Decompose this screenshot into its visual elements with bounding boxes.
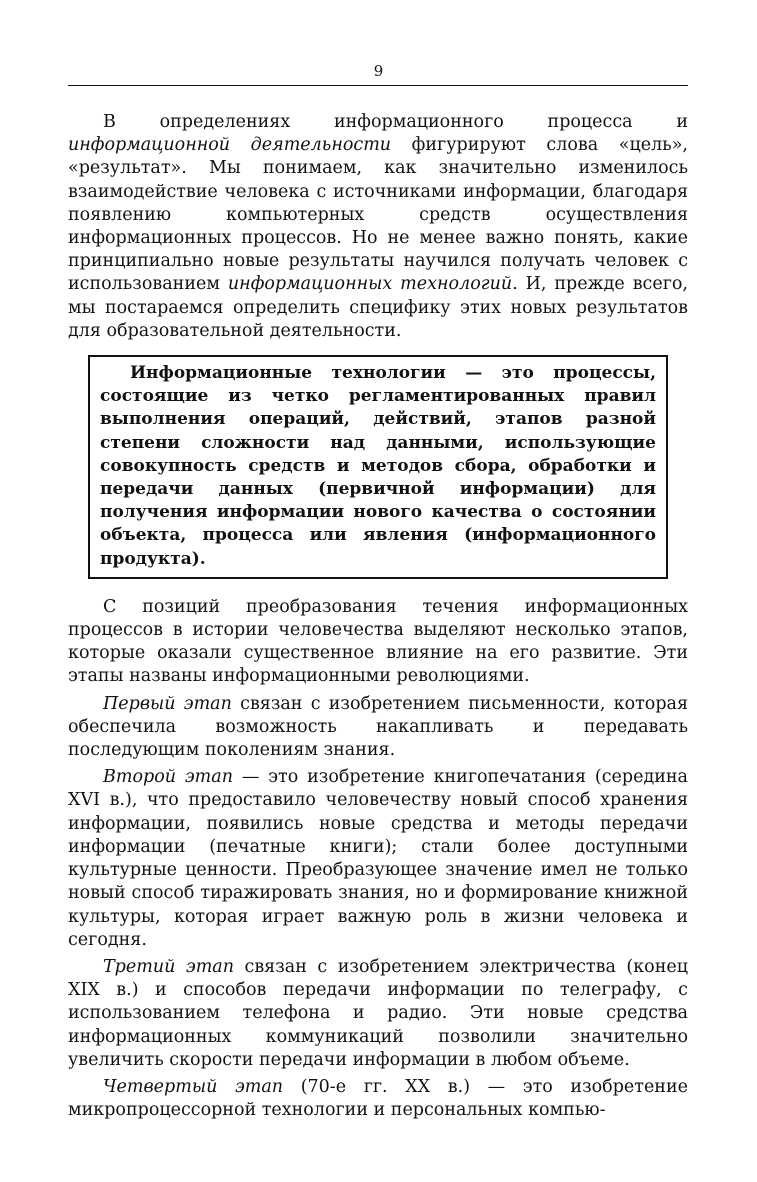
revolutions-paragraph: С позиций преобразования течения информационных процессов в истории человечества выделяют несколько этапов, которые оказали существенное влияние на его развитие. Эти этапы названы информационными революциями. [68, 596, 688, 687]
fourth-stage-text: (70-е гг. XX в.) — это изобретение микропроцессорной технологии и персональных компью- [68, 1076, 688, 1121]
page-body [68, 111, 688, 1122]
third-stage-label: Третий этап [103, 956, 234, 977]
intro-text-2: фигурируют слова «цель», «результат». Мы понимаем, как значительно изменилось взаимодействие человека с источниками информации, благодаря появлению компьютерных средств осуществления информационных процессов. Но не менее важно понять, какие принципиально новые результаты научился получать человек с использованием [68, 135, 688, 295]
second-stage-paragraph [68, 766, 688, 952]
fourth-stage-label: Четвертый этап [103, 1076, 284, 1097]
page-number: 9 [373, 62, 384, 80]
first-stage-label: Первый этап [103, 693, 232, 714]
intro-term-technologies: информационных технологий [227, 274, 513, 295]
third-stage-text: связан с изобретением электричества (конец XIX в.) и способов передачи информации по телеграфу, с использованием телефона и радио. Эти новые средства информационных коммуникаций позволили значительно увеличить скорости передачи информации в любом объеме. [68, 956, 688, 1070]
fourth-stage-paragraph [68, 1076, 688, 1122]
intro-text-3: . И, прежде всего, мы постараемся определить специфику этих новых результатов для образовательной деятельности. [68, 274, 688, 341]
second-stage-text: — это изобретение книгопечатания (середина XVI в.), что предоставило человечеству новый способ хранения информации, появились новые средства и методы передачи информации (печатные книги); стали более доступными культурные ценности. Преобразующее значение имел не только новый способ тиражировать знания, но и формирование книжной культуры, которая играет важную роль в жизни человека и сегодня. [68, 767, 688, 950]
header-divider [68, 85, 688, 86]
third-stage-paragraph [68, 956, 688, 1072]
definition-box [88, 355, 668, 579]
first-stage-text: связан с изобретением письменности, которая обеспечила возможность накапливать и передавать последующим поколениям знания. [68, 693, 689, 761]
intro-paragraph [68, 111, 688, 343]
definition-text: Информационные технологии — это процессы, состоящие из четко регламентированных правил выполнения операций, действий, этапов разной степени сложности над данными, использующие совокупность средств и методов сбора, обработки и передачи данных (первичной информации) для получения информации нового качества о состоянии объекта, процесса или явления (информационного продукта). [100, 363, 656, 569]
first-stage-paragraph [68, 693, 688, 763]
intro-text-1: В определениях информационного процесса и [103, 112, 688, 132]
second-stage-label: Второй этап [103, 767, 233, 788]
intro-term-activity: информационной деятельности [68, 135, 392, 156]
